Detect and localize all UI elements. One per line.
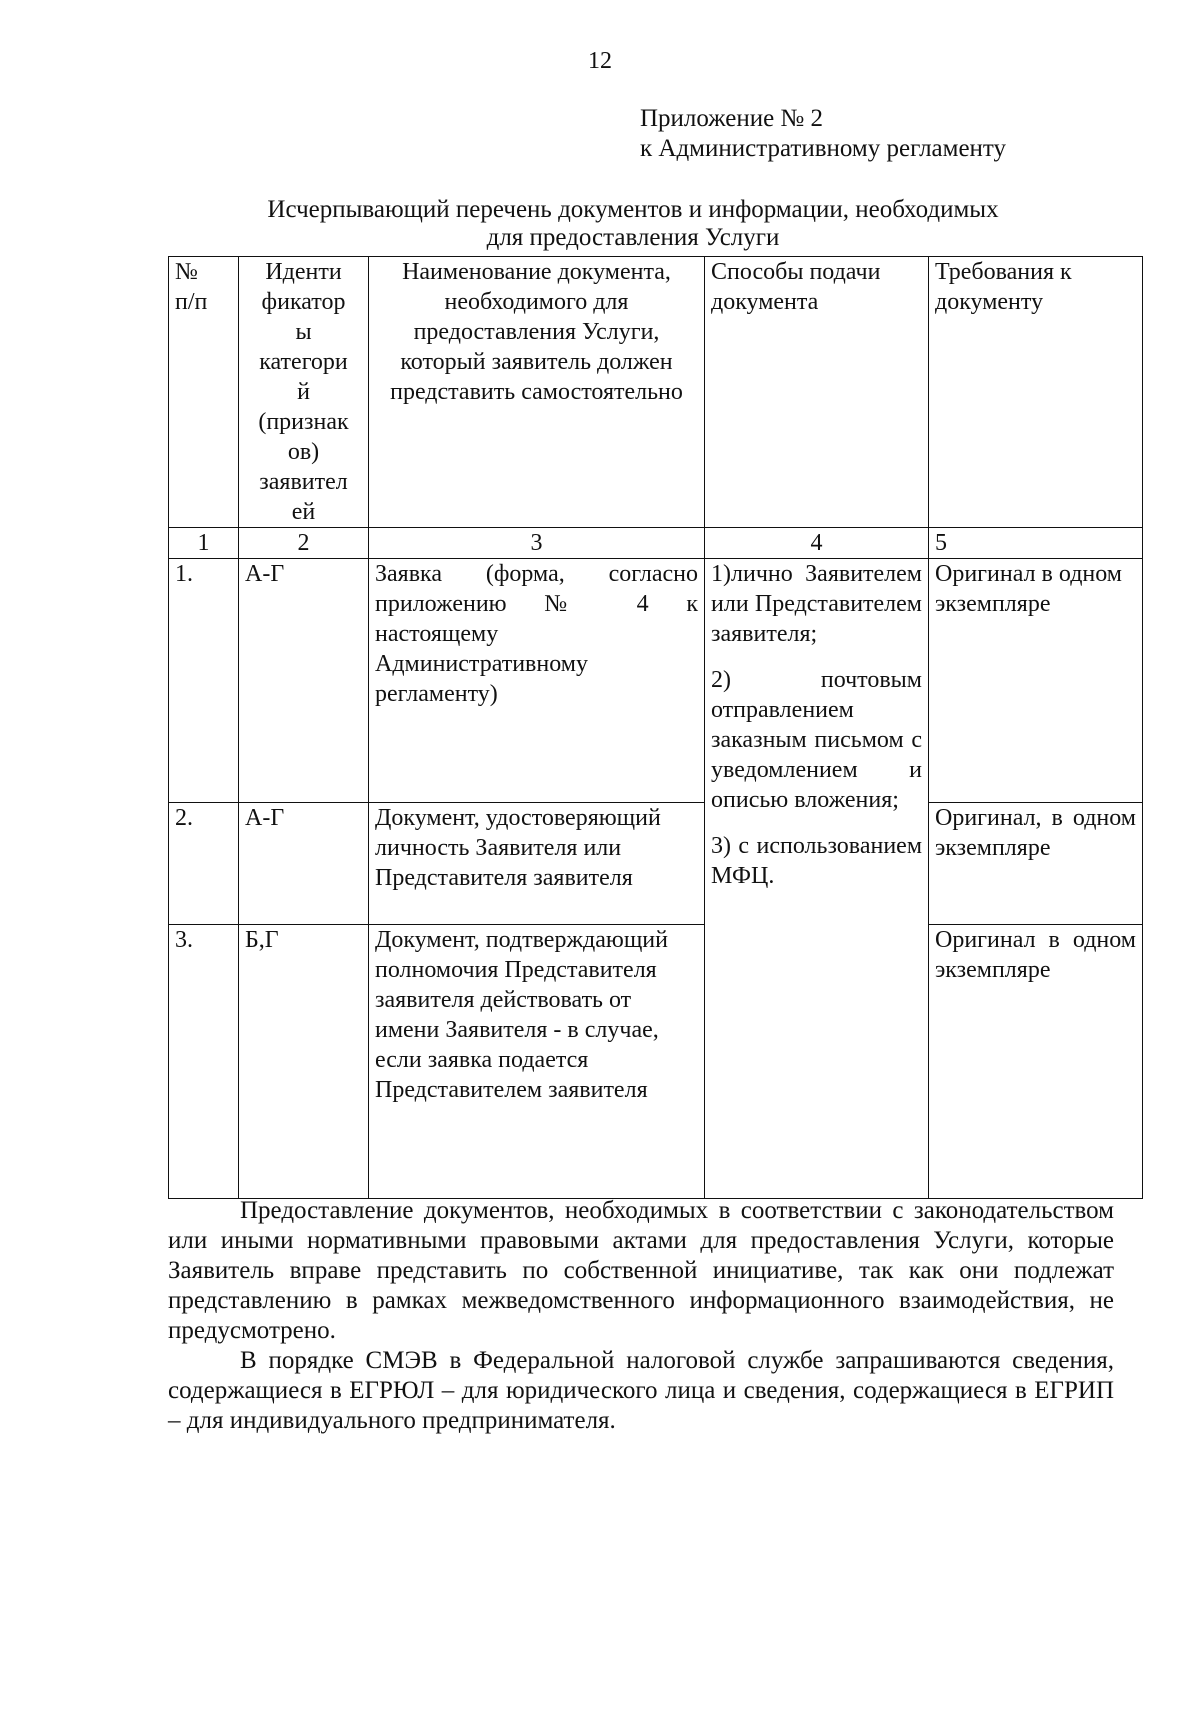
method-post: 2) почтовым отправлением заказным письмом с уведомлением и описью вложения; xyxy=(711,667,922,813)
header-category: Иденти фикатор ы категори й (признак ов) заявител ей xyxy=(239,257,369,528)
paragraph-smev-request: В порядке СМЭВ в Федеральной налоговой службе запрашиваются сведения, содержащиеся в ЕГРЮЛ – для юридического лица и сведения, содержащиеся в ЕГРИП – для индивидуального предпринимателя. xyxy=(168,1347,1114,1434)
table-row xyxy=(169,803,1143,925)
row-number: 3. xyxy=(169,925,239,1199)
row-document: Документ, удостоверяющий личность Заявителя или Представителя заявителя xyxy=(369,803,705,925)
row-category: Б,Г xyxy=(239,925,369,1199)
column-number-1: 1 xyxy=(169,528,239,559)
column-number-3: 3 xyxy=(369,528,705,559)
appendix-line-1: Приложение № 2 xyxy=(640,105,824,132)
row-category: А-Г xyxy=(239,803,369,925)
title-line-2: для предоставления Услуги xyxy=(486,224,780,251)
table-row xyxy=(169,925,1143,1199)
table-row xyxy=(169,559,1143,803)
header-number: № п/п xyxy=(169,257,239,528)
appendix-line-2: к Административному регламенту xyxy=(640,135,1007,162)
submission-methods-cell xyxy=(705,559,929,1199)
page-number: 12 xyxy=(588,48,612,74)
body-text xyxy=(168,1196,1114,1436)
row-requirement: Оригинал в одном экземпляре xyxy=(929,559,1143,803)
column-number-4: 4 xyxy=(705,528,929,559)
column-number-5: 5 xyxy=(929,528,1143,559)
title-line-1: Исчерпывающий перечень документов и информации, необходимых xyxy=(267,196,999,223)
row-category: А-Г xyxy=(239,559,369,803)
row-number: 2. xyxy=(169,803,239,925)
header-requirements: Требования к документу xyxy=(929,257,1143,528)
header-document-name: Наименование документа, необходимого для предоставления Услуги, который заявитель должен представить самостоятельно xyxy=(369,257,705,528)
row-requirement: Оригинал в одном экземпляре xyxy=(929,925,1143,1199)
row-number: 1. xyxy=(169,559,239,803)
appendix-reference xyxy=(640,104,1006,164)
header-submission-methods: Способы подачи документа xyxy=(705,257,929,528)
row-document: Заявка (форма, согласно приложению № 4 к настоящему Административному регламенту) xyxy=(369,559,705,803)
row-requirement: Оригинал, в одном экземпляре xyxy=(929,803,1143,925)
table-number-row xyxy=(169,528,1143,559)
row-document: Документ, подтверждающий полномочия Представителя заявителя действовать от имени Заявителя - в случае, если заявка подается Представителем заявителя xyxy=(369,925,705,1199)
table-header-row xyxy=(169,257,1143,528)
method-in-person: 1)лично Заявителем или Представителем заявителя; xyxy=(711,561,922,647)
documents-table xyxy=(168,256,1143,1199)
document-title xyxy=(168,196,1098,252)
method-mfc: 3) с использованием МФЦ. xyxy=(711,833,922,889)
column-number-2: 2 xyxy=(239,528,369,559)
paragraph-additional-documents: Предоставление документов, необходимых в соответствии с законодательством или иными нормативными правовыми актами для предоставления Услуги, которые Заявитель вправе представить по собственной инициативе, так как они подлежат представлению в рамках межведомственного информационного взаимодействия, не предусмотрено. xyxy=(168,1197,1114,1344)
